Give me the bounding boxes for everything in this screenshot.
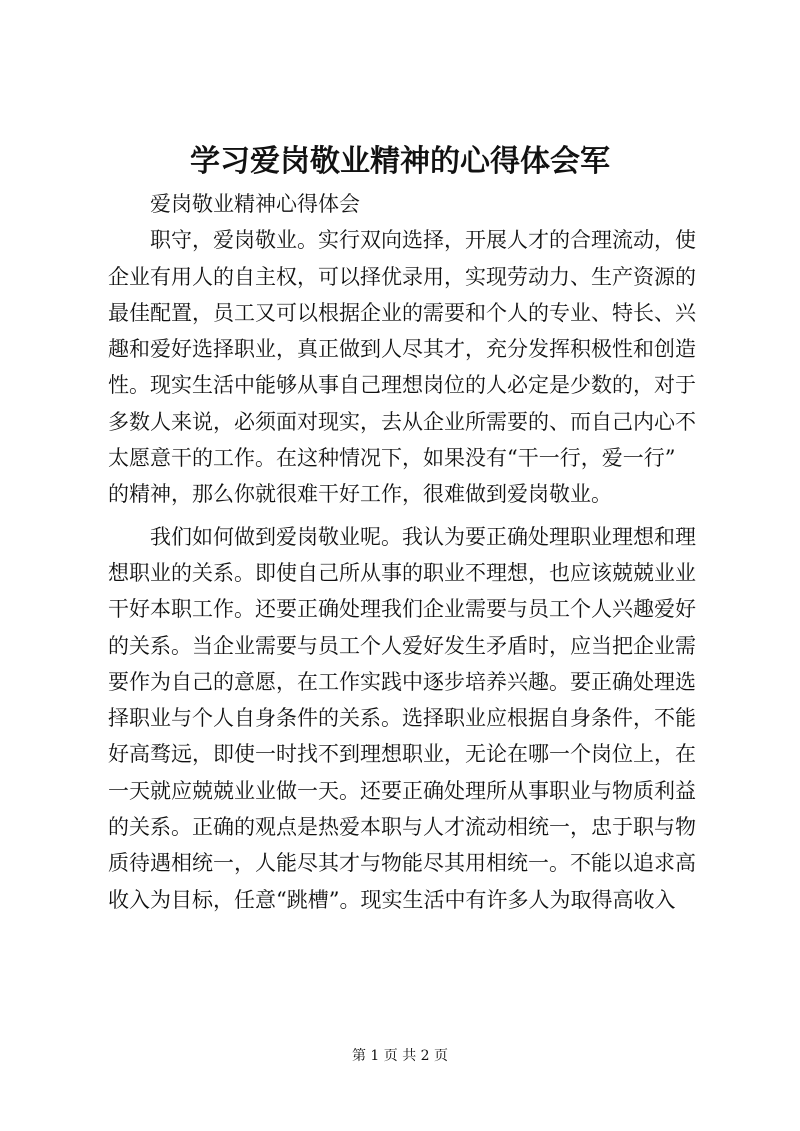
- paragraph-line: 太愿意干的工作。在这种情况下，如果没有“干一行，爱一行”: [108, 446, 676, 471]
- paragraph-line: 好高骛远，即使一时找不到理想职业，无论在哪一个岗位上，在: [108, 742, 696, 767]
- paragraph-line: 收入为目标，任意“跳槽”。现实生活中有许多人为取得高收入: [108, 887, 676, 912]
- paragraph-line: 的关系。正确的观点是热爱本职与人才流动相统一，忠于职与物: [108, 815, 696, 840]
- document-subtitle: 爱岗敬业精神心得体会: [150, 192, 360, 216]
- paragraph-1: [108, 222, 708, 512]
- paragraph-line: 我们如何做到爱岗敬业呢。我认为要正确处理职业理想和理: [150, 524, 696, 549]
- paragraph-2: [108, 519, 708, 918]
- page-number-footer: 第 1 页 共 2 页: [351, 1048, 449, 1064]
- paragraph-line: 一天就应兢兢业业做一天。还要正确处理所从事职业与物质利益: [108, 778, 696, 803]
- paragraph-line: 性。现实生活中能够从事自己理想岗位的人必定是少数的，对于: [108, 373, 696, 398]
- paragraph-line: 要作为自己的意愿，在工作实践中逐步培养兴趣。要正确处理选: [108, 669, 696, 694]
- paragraph-line: 企业有用人的自主权，可以择优录用，实现劳动力、生产资源的: [108, 264, 696, 289]
- paragraph-line: 择职业与个人自身条件的关系。选择职业应根据自身条件，不能: [108, 706, 696, 731]
- paragraph-line: 的关系。当企业需要与员工个人爱好发生矛盾时，应当把企业需: [108, 633, 696, 658]
- paragraph-line: 多数人来说，必须面对现实，去从企业所需要的、而自己内心不: [108, 409, 696, 434]
- paragraph-line: 的精神，那么你就很难干好工作，很难做到爱岗敬业。: [108, 482, 612, 507]
- paragraph-line: 干好本职工作。还要正确处理我们企业需要与员工个人兴趣爱好: [108, 597, 696, 622]
- document-body: [108, 186, 708, 918]
- paragraph-line: 质待遇相统一，人能尽其才与物能尽其用相统一。不能以追求高: [108, 851, 696, 876]
- paragraph-line: 职守，爱岗敬业。实行双向选择，开展人才的合理流动，使: [150, 228, 696, 253]
- paragraph-line: 最佳配置，员工又可以根据企业的需要和个人的专业、特长、兴: [108, 300, 696, 325]
- paragraph-line: 趣和爱好选择职业，真正做到人尽其才，充分发挥积极性和创造: [108, 337, 696, 362]
- paragraph-line: 想职业的关系。即使自己所从事的职业不理想，也应该兢兢业业: [108, 560, 696, 585]
- document-title: 学习爱岗敬业精神的心得体会军: [190, 144, 610, 179]
